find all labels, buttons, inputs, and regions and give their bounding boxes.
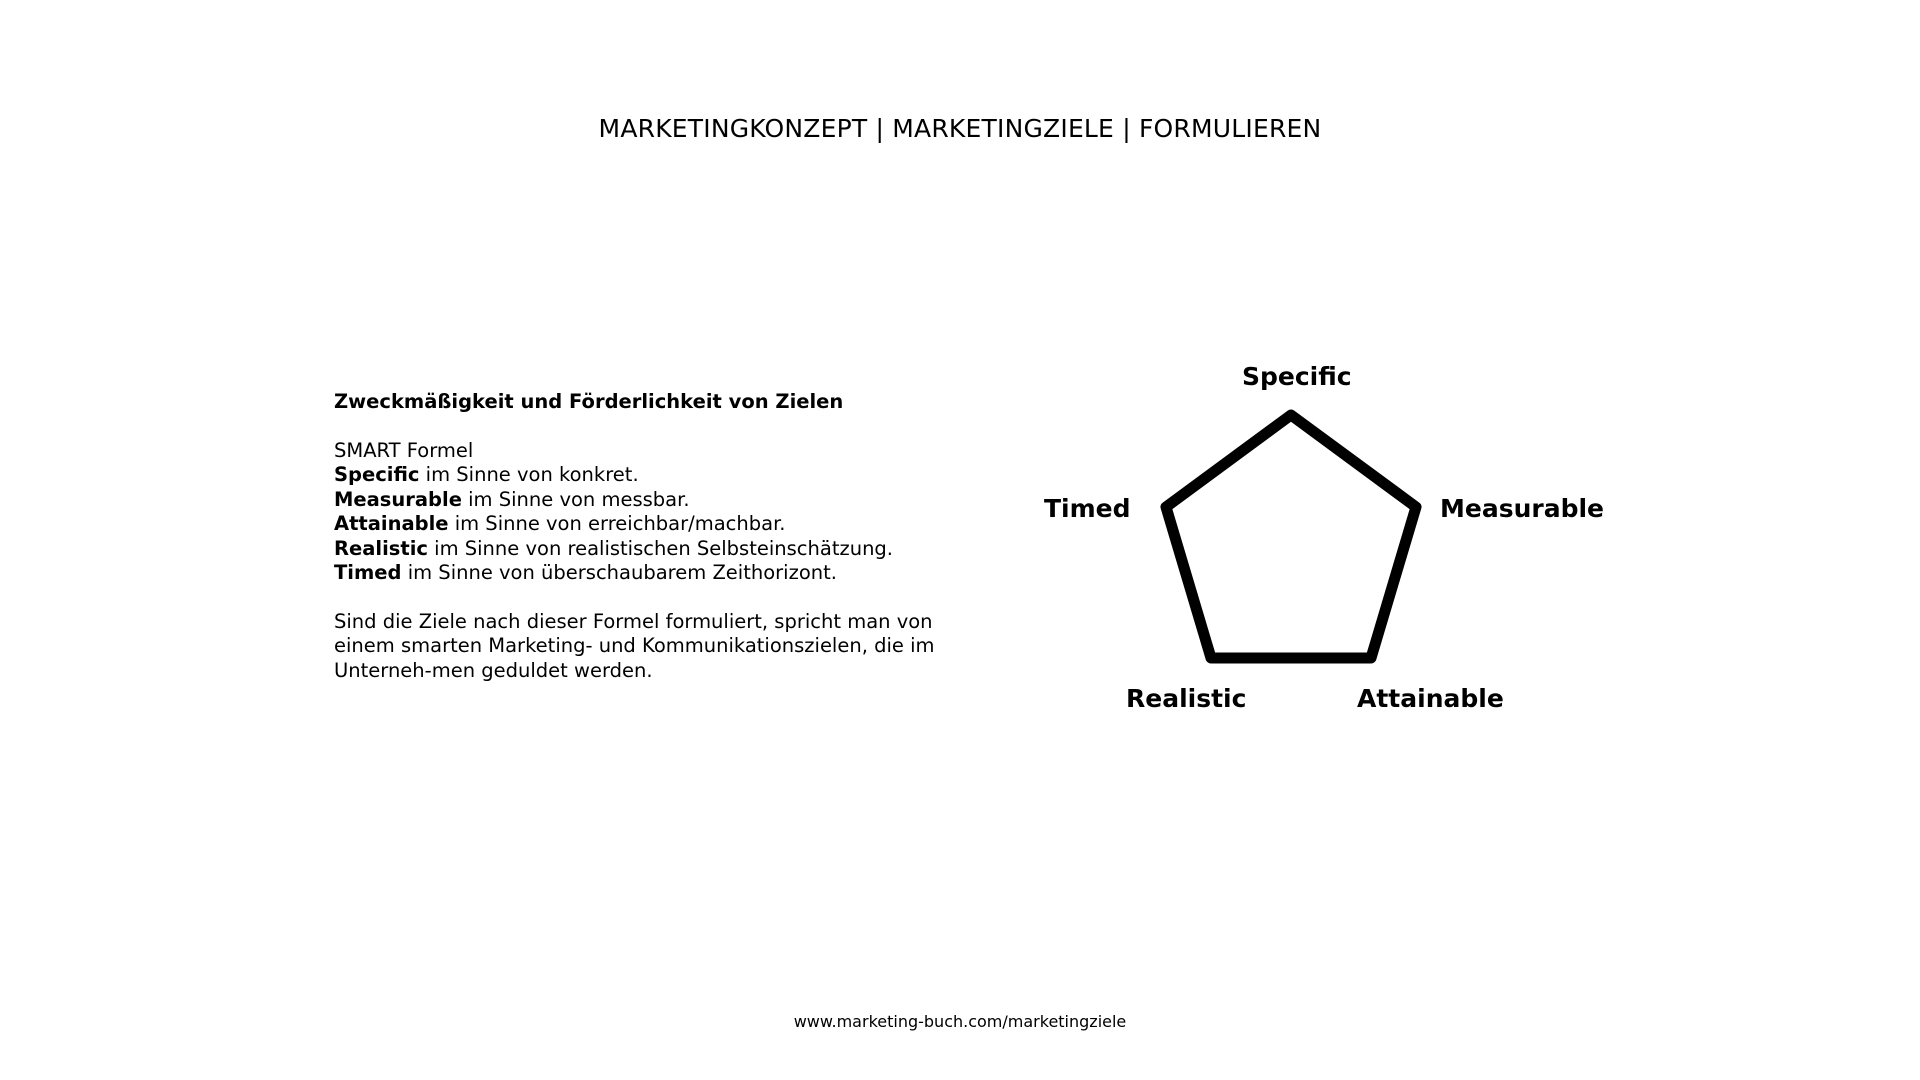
pentagon-graphic	[1020, 350, 1620, 730]
label-realistic: Realistic	[1126, 684, 1247, 713]
label-measurable: Measurable	[1440, 494, 1605, 523]
smart-term: Attainable	[334, 512, 449, 535]
smart-term: Measurable	[334, 487, 462, 511]
smart-term: Realistic	[334, 536, 428, 560]
summary-paragraph: Sind die Ziele nach dieser Formel formuliert, spricht man von einem smarten Marketing- und Kommunikationszielen, die im Unterneh-men geduldet werden.	[334, 609, 935, 682]
smart-item-specific	[334, 463, 994, 488]
label-attainable: Attainable	[1357, 684, 1504, 713]
footer-url: www.marketing-buch.com/marketingziele	[793, 1012, 1127, 1031]
smart-description: im Sinne von erreichbar/machbar.	[448, 512, 786, 535]
smart-list	[334, 463, 994, 586]
smart-item-measurable	[334, 488, 994, 513]
smart-pentagon-diagram	[1020, 350, 1620, 730]
smart-description: im Sinne von konkret.	[419, 463, 639, 486]
smart-item-timed	[334, 561, 994, 586]
label-timed: Timed	[1044, 494, 1131, 523]
smart-term: Specific	[334, 463, 420, 486]
smart-text-block	[334, 390, 994, 683]
section-heading: Zweckmäßigkeit und Förderlichkeit von Zielen	[334, 390, 844, 413]
smart-description: im Sinne von überschaubarem Zeithorizont.	[401, 561, 837, 584]
formula-title: SMART Formel	[334, 438, 474, 462]
smart-description: im Sinne von messbar.	[461, 487, 690, 511]
smart-term: Timed	[334, 561, 402, 584]
label-specific: Specific	[1242, 362, 1352, 391]
smart-description: im Sinne von realistischen Selbsteinschätzung.	[427, 536, 894, 560]
page-title: MARKETINGKONZEPT | MARKETINGZIELE | FORMULIEREN	[598, 114, 1322, 143]
smart-item-realistic	[334, 537, 994, 562]
pentagon-shape	[1166, 415, 1416, 658]
smart-item-attainable	[334, 512, 994, 537]
